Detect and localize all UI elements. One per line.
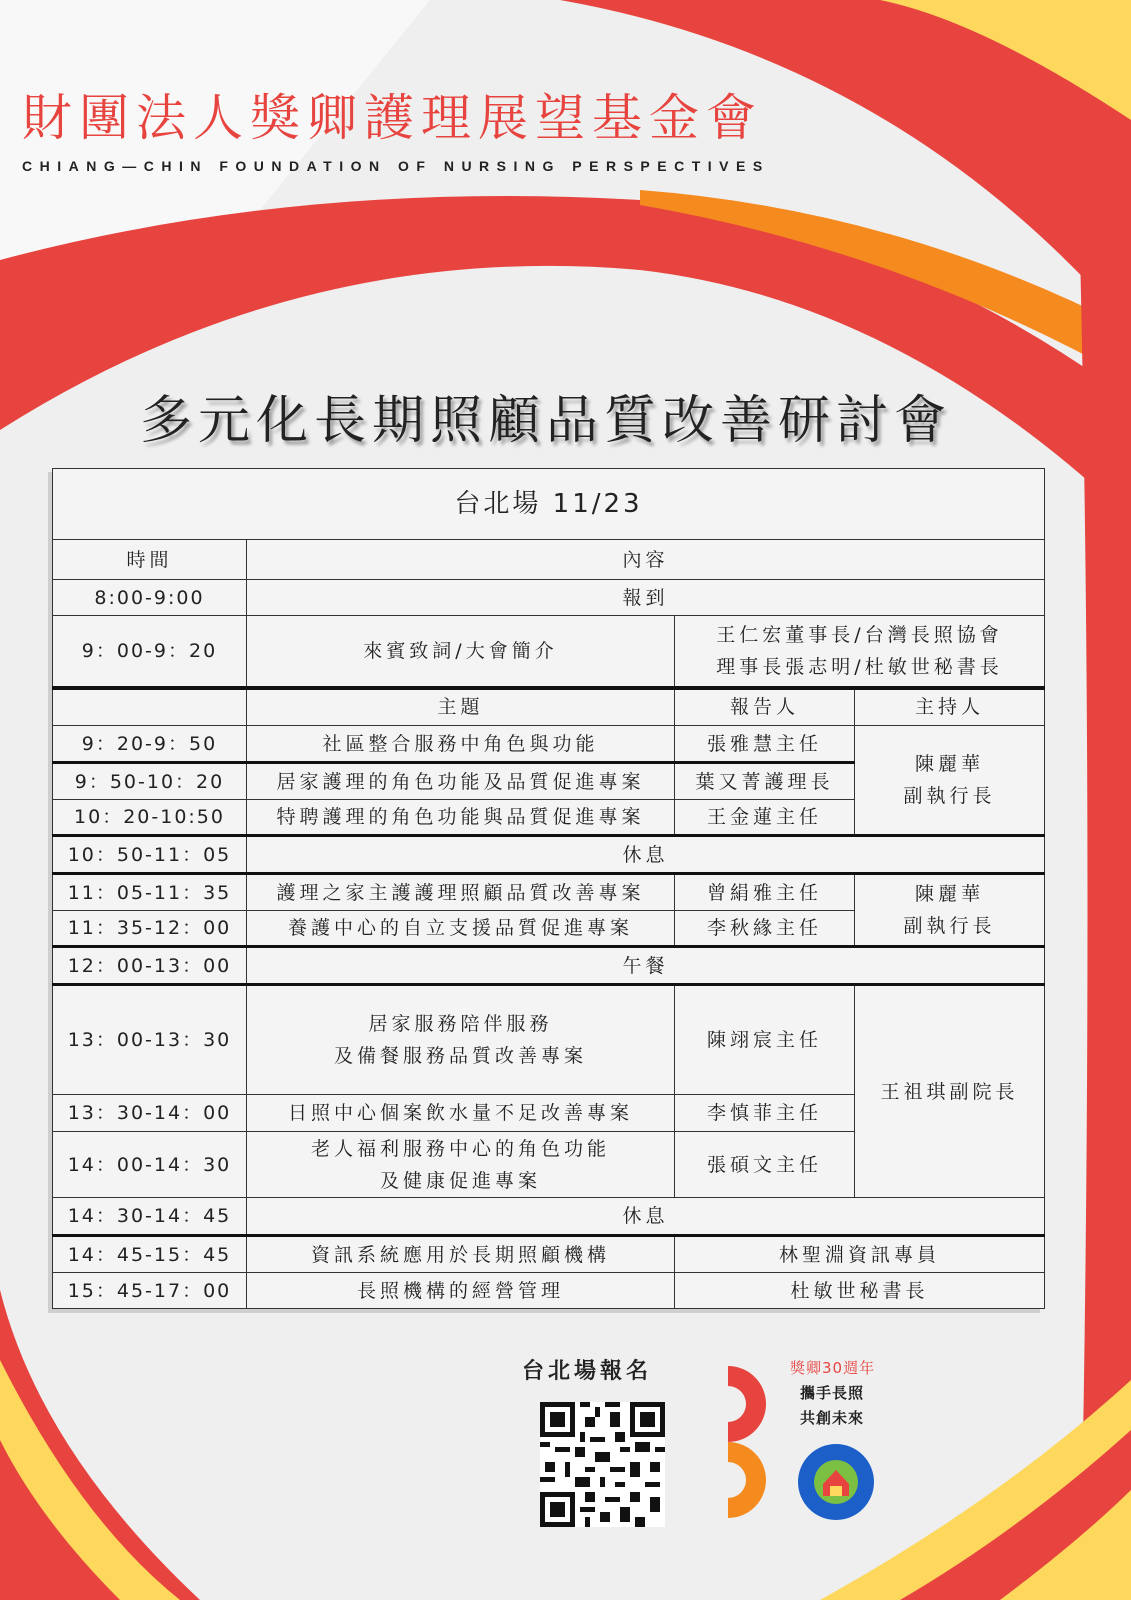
- row-time: 12：00-13：00: [53, 947, 247, 985]
- row-speaker: 陳翊宸主任: [675, 985, 855, 1095]
- row-speaker: 杜敏世秘書長: [675, 1273, 1045, 1309]
- subheader-speaker: 報告人: [675, 688, 855, 726]
- anniversary-line3: 共創未來: [800, 1409, 865, 1427]
- host-title: 副執行長: [903, 785, 996, 807]
- break-row: [53, 836, 1045, 874]
- subheader-row: [53, 688, 1045, 726]
- session-title-row: [53, 469, 1045, 540]
- table-row: [53, 616, 1045, 688]
- row-topic: 長照機構的經營管理: [247, 1273, 675, 1309]
- header-row: [53, 540, 1045, 580]
- row-time: 9：20-9：50: [53, 726, 247, 763]
- table-row: [53, 985, 1045, 1095]
- row-speakers: [675, 616, 1045, 688]
- row-time: 15：45-17：00: [53, 1273, 247, 1309]
- row-topic: 養護中心的自立支援品質促進專案: [247, 911, 675, 947]
- row-topic: 特聘護理的角色功能與品質促進專案: [247, 800, 675, 836]
- row-time: 11：05-11：35: [53, 874, 247, 911]
- row-time: 10：50-11：05: [53, 836, 247, 874]
- row-content: 報到: [247, 580, 1045, 616]
- header-time: 時間: [53, 540, 247, 580]
- topic-line: 及備餐服務品質改善專案: [333, 1045, 587, 1067]
- topic-line: 居家服務陪伴服務: [368, 1013, 553, 1035]
- row-topic: 來賓致詞/大會簡介: [247, 616, 675, 688]
- speakers-line: 理事長張志明/杜敏世秘書長: [716, 655, 1003, 678]
- lunch-row: [53, 947, 1045, 985]
- row-speaker: 林聖淵資訊專員: [675, 1236, 1045, 1273]
- row-time: 13：30-14：00: [53, 1095, 247, 1132]
- row-speaker: 王金蓮主任: [675, 800, 855, 836]
- anniversary-line2: 攜手長照: [800, 1384, 865, 1402]
- organization-name-cn: 財團法人獎卿護理展望基金會: [22, 89, 763, 147]
- row-speaker: 張雅慧主任: [675, 726, 855, 763]
- row-time: 9：50-10：20: [53, 763, 247, 800]
- host-name: 陳麗華: [915, 883, 985, 905]
- table-row: [53, 1273, 1045, 1309]
- registration-label: 台北場報名: [522, 1359, 653, 1384]
- registration-qr-code[interactable]: [540, 1402, 665, 1527]
- row-host: [855, 726, 1045, 836]
- subheader-host: 主持人: [855, 688, 1045, 726]
- row-time: 10：20-10:50: [53, 800, 247, 836]
- topic-line: 及健康促進專案: [379, 1169, 541, 1192]
- schedule-table: [52, 468, 1045, 1309]
- organization-name-en: CHIANG—CHIN FOUNDATION OF NURSING PERSPECTIVES: [22, 158, 770, 174]
- break-row: [53, 1198, 1045, 1236]
- lunch-label: 午餐: [247, 947, 1045, 985]
- table-row: [53, 726, 1045, 763]
- row-topic: 日照中心個案飲水量不足改善專案: [247, 1095, 675, 1132]
- table-row: [53, 874, 1045, 911]
- speakers-line: 王仁宏董事長/台灣長照協會: [716, 623, 1003, 646]
- row-time: 8:00-9:00: [53, 580, 247, 616]
- schedule-table-wrapper: [52, 468, 1044, 1309]
- subheader-time-empty: [53, 688, 247, 726]
- row-host: 王祖琪副院長: [855, 985, 1045, 1198]
- row-time: 14：45-15：45: [53, 1236, 247, 1273]
- row-time: 14：30-14：45: [53, 1198, 247, 1236]
- row-speaker: 曾絹雅主任: [675, 874, 855, 911]
- row-speaker: 李慎菲主任: [675, 1095, 855, 1132]
- row-topic: [247, 1132, 675, 1198]
- event-title: 多元化長期照顧品質改善研討會: [140, 391, 953, 451]
- topic-line: 老人福利服務中心的角色功能: [310, 1137, 610, 1160]
- row-host: [855, 874, 1045, 947]
- row-topic: 資訊系統應用於長期照顧機構: [247, 1236, 675, 1273]
- row-topic: [247, 985, 675, 1095]
- break-label: 休息: [247, 836, 1045, 874]
- row-time: 11：35-12：00: [53, 911, 247, 947]
- session-title: 台北場 11/23: [53, 469, 1045, 540]
- row-time: 13：00-13：30: [53, 985, 247, 1095]
- row-topic: 社區整合服務中角色與功能: [247, 726, 675, 763]
- host-name: 陳麗華: [915, 753, 985, 775]
- subheader-topic: 主題: [247, 688, 675, 726]
- host-title: 副執行長: [903, 915, 996, 937]
- row-topic: 居家護理的角色功能及品質促進專案: [247, 763, 675, 800]
- break-label: 休息: [247, 1198, 1045, 1236]
- header-content: 內容: [247, 540, 1045, 580]
- row-speaker: 李秋緣主任: [675, 911, 855, 947]
- row-speaker: 葉又菁護理長: [675, 763, 855, 800]
- anniversary-line1: 獎卿30週年: [790, 1359, 876, 1377]
- table-row: [53, 580, 1045, 616]
- row-topic: 護理之家主護護理照顧品質改善專案: [247, 874, 675, 911]
- row-time: 9：00-9：20: [53, 616, 247, 688]
- row-speaker: 張碩文主任: [675, 1132, 855, 1198]
- table-row: [53, 1236, 1045, 1273]
- row-time: 14：00-14：30: [53, 1132, 247, 1198]
